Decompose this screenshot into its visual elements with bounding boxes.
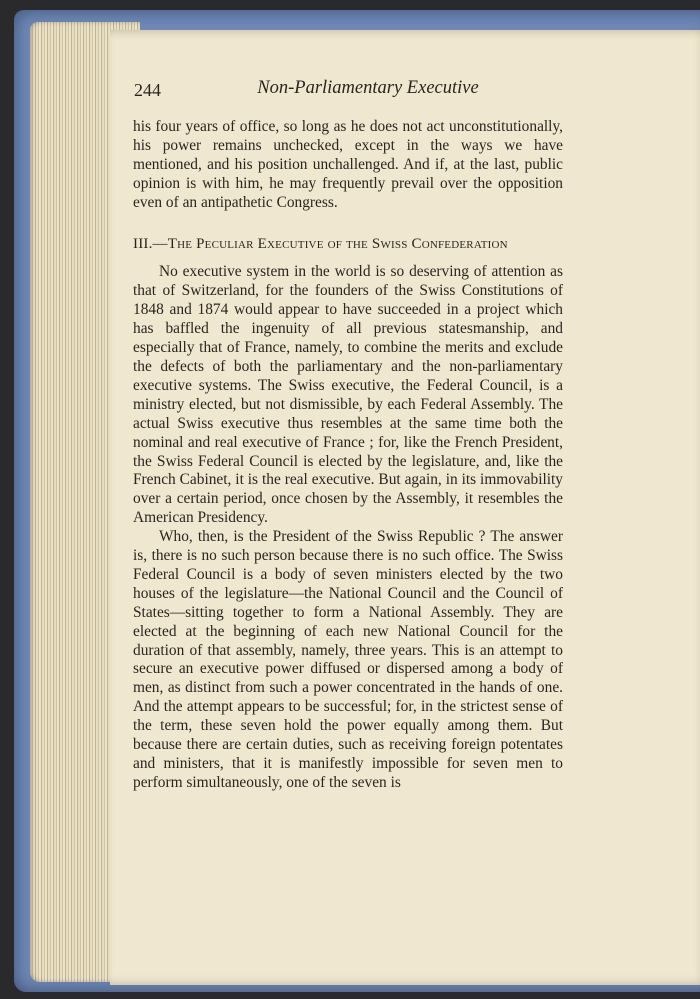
paragraph-swiss-president: Who, then, is the President of the Swiss Republic ? The answer is, there is no such person because there is no such office. The Swiss Federal Council is a body of seven ministers elected by the two houses of the legislature—the National Council and the Council of States—sitting together to form a National Assembly. They are elected at the beginning of each new National Council for the duration of that assembly, namely, three years. This is an attempt to secure an executive power diffused or dispersed among a body of men, as distinct from such a power concentrated in the hands of one. And the attempt appears to be successful; for, in the strictest sense of the term, these seven hold the power equally among them. But because there are certain duties, such as receiving foreign potentates and ministers, that it is manifestly impossible for seven men to perform simultaneously, one of the seven is: [133, 528, 563, 791]
page-number: 244: [134, 80, 161, 100]
section-heading-text: III.—The Peculiar Executive of the Swiss Confederation: [133, 235, 508, 252]
paragraph-swiss-executive: No executive system in the world is so deserving of attention as that of Switzerland, for the founders of the Swiss Constitutions of 1848 and 1874 would appear to have succeeded in a project which has baffled the ingenuity of all previous statesmanship, and especially that of France, namely, to combine the merits and exclude the defects of both the parliamentary and the non-parliamentary executive systems. The Swiss executive, the Federal Council, is a ministry elected, but not dismissible, by each Federal Assembly. The actual Swiss executive thus resembles at the same time both the nominal and real executive of France ; for, like the French President, the Swiss Federal Council is elected by the legislature, and, like the French Cabinet, it is the real executive. But again, in its immovability over a certain period, once chosen by the Assembly, it resembles the American Presidency.: [133, 263, 563, 527]
paragraph-continuation: his four years of office, so long as he does not act unconstitutionally, his power remains unchecked, except in the ways we have mentioned, and his position unchallenged. And if, at the last, public opinion is with him, he may frequently prevail over the opposition even of an antipathetic Congress.: [133, 118, 563, 211]
section-heading: [133, 235, 563, 254]
page-header: [133, 78, 563, 104]
running-head: Non-Parliamentary Executive: [257, 78, 479, 98]
page-content: [133, 78, 563, 793]
